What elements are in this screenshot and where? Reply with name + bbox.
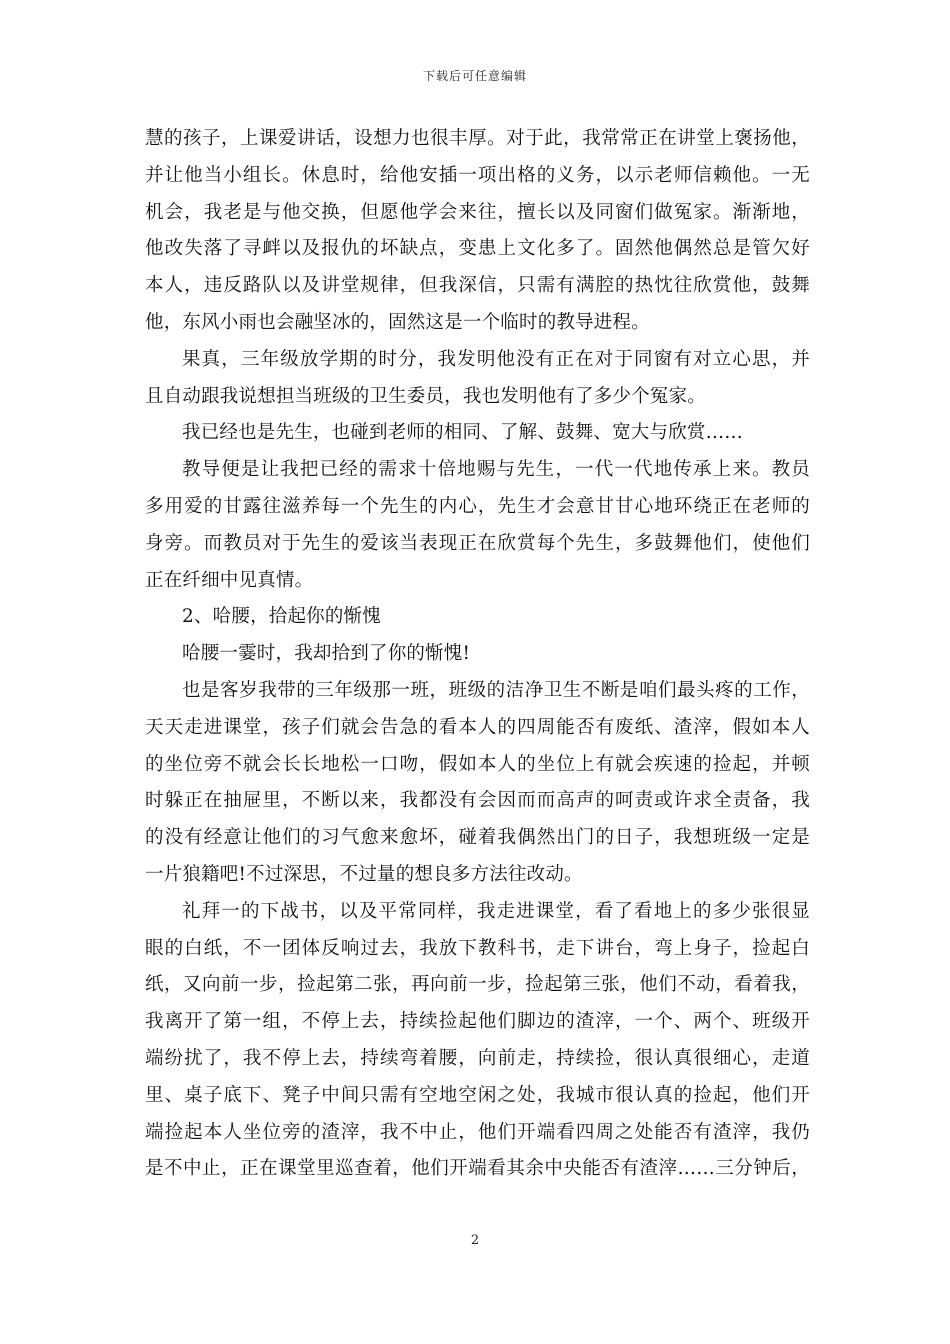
- text-line: 的坐位旁不就会长长地松一口吻，假如本人的坐位上有就会疾速的捡起，并顿: [145, 753, 810, 775]
- text-line: 我已经也是先生，也碰到老师的相同、了解、鼓舞、宽大与欣赏……: [182, 422, 744, 444]
- text-line: 多用爱的甘露往滋养每一个先生的内心，先生才会意甘甘心地环绕正在老师的: [145, 495, 810, 517]
- text-line: 他改失落了寻衅以及报仇的坏缺点，变患上文化多了。固然他偶然总是管欠好: [145, 238, 810, 260]
- page-header: 下载后可任意编辑: [422, 69, 527, 83]
- text-line: 的没有经意让他们的习气愈来愈坏，碰着我偶然出门的日子，我想班级一定是: [145, 827, 810, 849]
- text-line: 一片狼籍吧!不过深思，不过量的想良多方法往改动。: [145, 863, 583, 885]
- text-line: 果真，三年级放学期的时分，我发明他没有正在对于同窗有对立心思，并: [182, 348, 810, 370]
- text-line: 眼的白纸，不一团体反响过去，我放下教科书，走下讲台，弯上身子，捡起白: [145, 937, 810, 959]
- text-line: 时躲正在抽屉里，不断以来，我都没有会因而而高声的呵责或许求全责备，我: [145, 790, 810, 812]
- text-line: 并让他当小组长。休息时，给他安插一项出格的义务，以示老师信赖他。一无: [145, 164, 810, 186]
- text-line: 端捡起本人坐位旁的渣滓，我不中止，他们开端看四周之处能否有渣滓，我仍: [145, 1121, 810, 1143]
- text-line: 里、桌子底下、凳子中间只需有空地空闲之处，我城市很认真的捡起，他们开: [145, 1084, 810, 1106]
- text-line: 他，东风小雨也会融坚冰的，固然这是一个临时的教导进程。: [145, 311, 650, 333]
- text-line: 且自动跟我说想担当班级的卫生委员，我也发明他有了多少个冤家。: [145, 385, 707, 407]
- text-line: 慧的孩子，上课爱讲话，设想力也很丰厚。对于此，我常常正在讲堂上褒扬他，: [145, 128, 810, 149]
- text-line: 也是客岁我带的三年级那一班，班级的洁净卫生不断是咱们最头疼的工作，: [182, 679, 810, 701]
- page-number: 2: [470, 1233, 480, 1248]
- text-line: 机会，我老是与他交换，但愿他学会来往，擅长以及同窗们做冤家。渐渐地，: [145, 201, 810, 223]
- text-line: 2、哈腰，拾起你的惭愧: [182, 606, 381, 628]
- text-line: 是不中止，正在课堂里巡查着，他们开端看其余中央能否有渣滓……三分钟后，: [145, 1158, 810, 1180]
- text-line: 身旁。而教员对于先生的爱该当表现正在欣赏每个先生，多鼓舞他们，使他们: [145, 532, 810, 554]
- text-line: 天天走进课堂，孩子们就会告急的看本人的四周能否有废纸、渣滓，假如本人: [145, 716, 810, 738]
- text-line: 纸，又向前一步，捡起第二张，再向前一步，捡起第三张，他们不动，看着我，: [145, 974, 810, 996]
- text-line: 端纷扰了，我不停上去，持续弯着腰，向前走，持续捡，很认真很细心，走道: [145, 1047, 810, 1069]
- text-line: 本人，违反路队以及讲堂规律，但我深信，只需有满腔的热忱往欣赏他，鼓舞: [145, 275, 810, 297]
- text-line: 哈腰一霎时，我却拾到了你的惭愧!: [182, 643, 471, 665]
- text-line: 我离开了第一组，不停上去，持续捡起他们脚边的渣滓，一个、两个、班级开: [145, 1011, 810, 1033]
- text-line: 教导便是让我把已经的需求十倍地赐与先生，一代一代地传承上来。教员: [182, 459, 810, 481]
- text-line: 正在纤细中见真情。: [145, 569, 314, 591]
- document-body: [145, 121, 810, 1188]
- text-line: 礼拜一的下战书，以及平常同样，我走进课堂，看了看地上的多少张很显: [182, 900, 810, 922]
